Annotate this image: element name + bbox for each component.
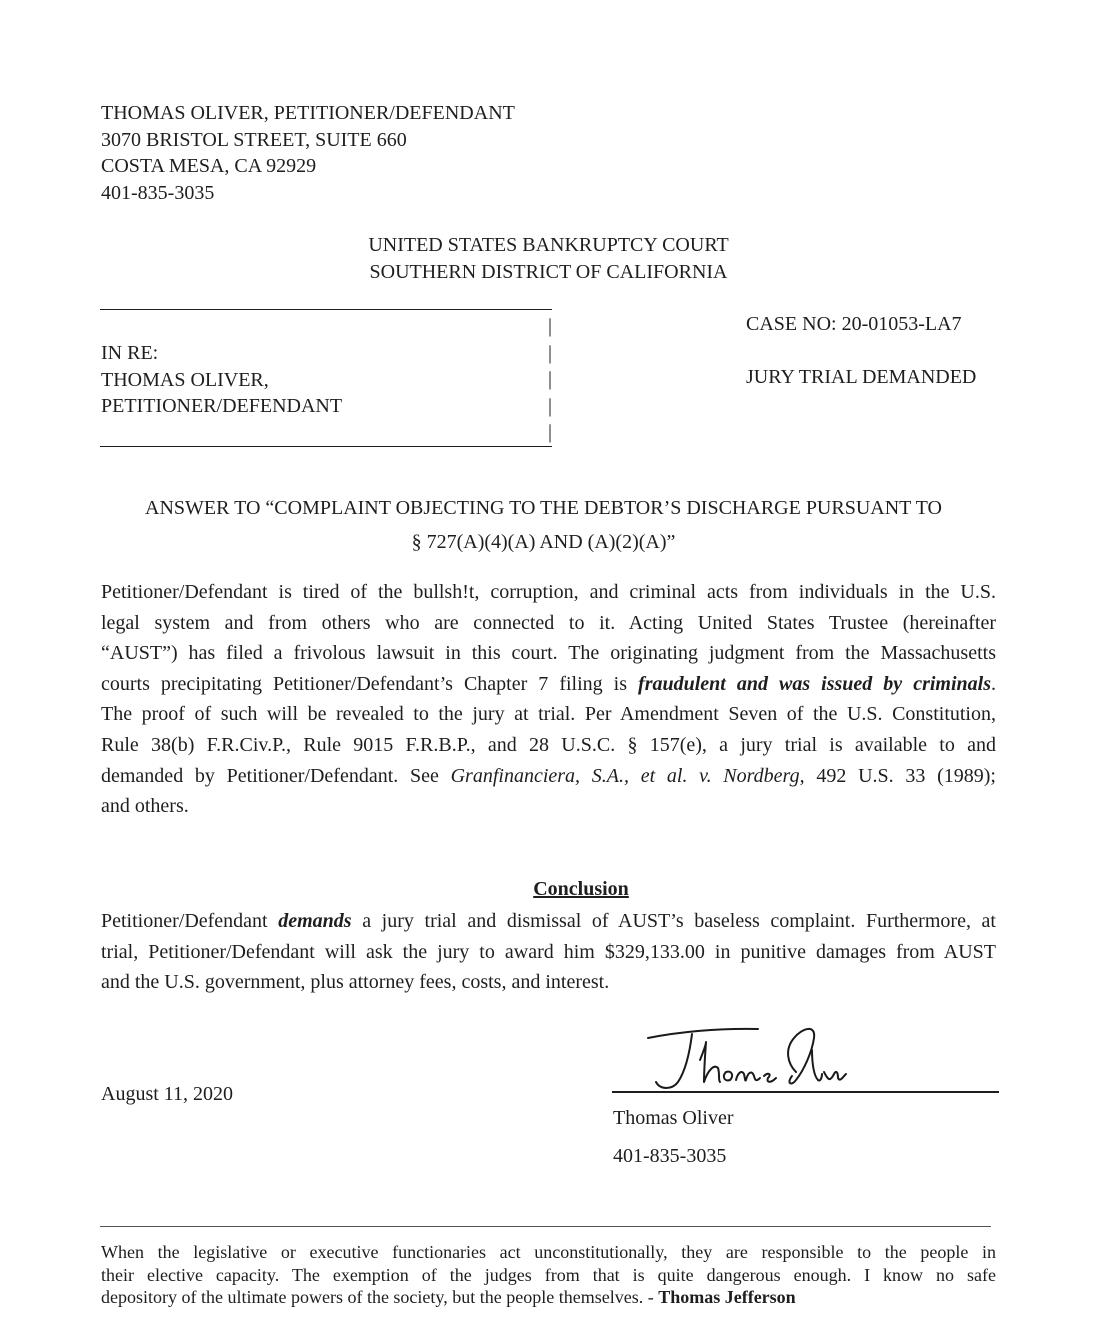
caption-bottom-rule [100,446,552,447]
caption-separator-column [548,313,552,446]
signer-phone: 401-835-3035 [613,1145,727,1167]
quote-line: their elective capacity. The exemption of the judges from that is quite dangerous enough. I know no safe [101,1264,996,1285]
case-number: CASE NO: 20-01053-LA7 [746,313,962,335]
handwritten-signature [608,1020,868,1096]
conclusion-line: and the U.S. government, plus attorney fees, costs, and interest. [101,971,610,994]
body-text: courts precipitating Petitioner/Defendant’s Chapter 7 filing is [101,672,639,695]
conclusion-line: trial, Petitioner/Defendant will ask the jury to award him $329,133.00 in punitive damages from AUST [101,940,996,963]
filer-name-line: THOMAS OLIVER, PETITIONER/DEFENDANT [101,102,515,124]
signer-name: Thomas Oliver [613,1107,734,1129]
filer-phone-line: 401-835-3035 [101,181,215,204]
caption-separator: | [548,421,553,443]
quote-line: When the legislative or executive functionaries act unconstitutionally, they are responsible to the people in [101,1242,996,1262]
in-re-label: IN RE: [101,342,159,364]
body-line: Rule 38(b) F.R.Civ.P., Rule 9015 F.R.B.P., and 28 U.S.C. § 157(e), a jury trial is available to and [101,733,996,756]
body-text: Petitioner/Defendant [101,910,279,932]
body-paragraph [101,577,996,822]
court-name: UNITED STATES BANKRUPTCY COURT [368,234,729,256]
document-title-line-2: § 727(A)(4)(A) AND (A)(2)(A)” [411,531,676,553]
conclusion-line [101,906,996,937]
court-district: SOUTHERN DISTRICT OF CALIFORNIA [369,261,728,283]
body-text: , 492 U.S. 33 (1989); [799,764,996,787]
filer-city-line: COSTA MESA, CA 92929 [101,155,317,177]
body-line: The proof of such will be revealed to the jury at trial. Per Amendment Seven of the U.S. Constitution, [101,703,996,726]
case-citation: Granfinanciera, S.A., et al. v. Nordberg [450,764,800,787]
body-line [101,669,996,700]
footer-rule [100,1226,991,1227]
body-line: legal system and from others who are connected to it. Acting United States Trustee (hereinafter [101,611,996,634]
party-name: THOMAS OLIVER, [101,368,269,391]
document-title-line-1: ANSWER TO “COMPLAINT OBJECTING TO THE DEBTOR’S DISCHARGE PURSUANT TO [145,497,942,519]
filing-date: August 11, 2020 [101,1083,234,1105]
quote-author: Thomas Jefferson [658,1287,796,1307]
signature-line [612,1091,999,1093]
caption-separator: | [548,394,553,417]
caption-separator: | [548,368,553,390]
party-role: PETITIONER/DEFENDANT [101,395,343,417]
document-title [0,491,1087,559]
body-line: Petitioner/Defendant is tired of the bullsh!t, corruption, and criminal acts from individuals in the U.S. [101,581,996,603]
body-text: a jury trial and dismissal of AUST’s baseless complaint. Furthermore, at [351,910,996,932]
body-line [101,761,996,792]
conclusion-paragraph [101,906,996,998]
quote-line [101,1286,996,1309]
court-heading [0,232,1097,286]
caption-separator: | [548,341,553,364]
jury-trial-demand: JURY TRIAL DEMANDED [746,366,977,388]
filer-address-block [101,100,515,206]
body-text: demanded by Petitioner/Defendant. See [101,764,451,787]
caption-parties [101,340,342,420]
footer-quote [101,1241,996,1309]
emphasis-text: fraudulent and was issued by criminals [638,672,991,695]
conclusion-heading: Conclusion [533,878,629,900]
filer-street-line: 3070 BRISTOL STREET, SUITE 660 [101,128,407,151]
body-line: “AUST”) has filed a frivolous lawsuit in this court. The originating judgment from the Massachusetts [101,642,996,665]
caption-separator: | [548,315,553,337]
caption-top-rule [100,309,552,310]
body-line: and others. [101,795,189,818]
quote-text: depository of the ultimate powers of the society, but the people themselves. - [101,1287,659,1307]
emphasis-text: demands [278,910,352,932]
body-text: . [991,672,996,695]
